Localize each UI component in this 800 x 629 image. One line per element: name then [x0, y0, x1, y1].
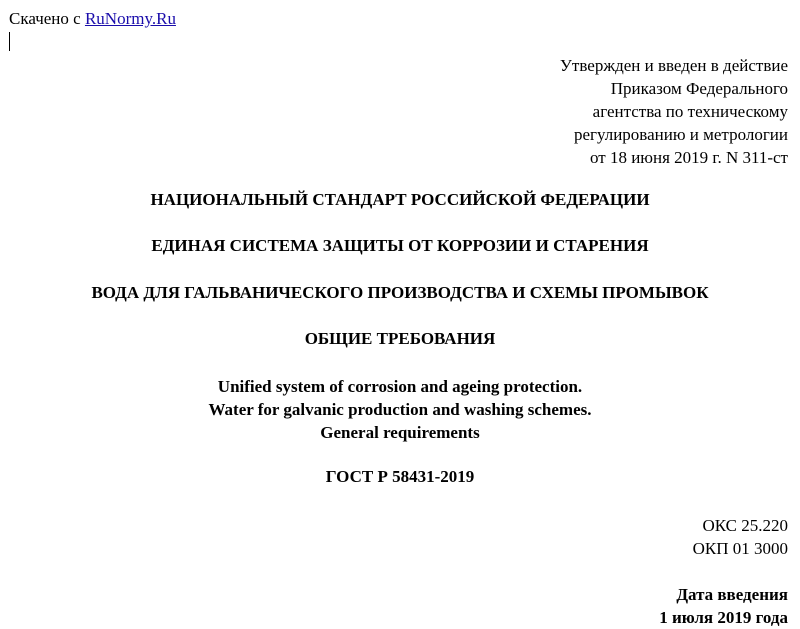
- source-line: [9, 8, 176, 30]
- text-cursor: [9, 32, 10, 51]
- approval-line: от 18 июня 2019 г. N 311-ст: [589, 148, 788, 167]
- english-title-line: Unified system of corrosion and ageing protection.: [217, 377, 583, 396]
- intro-date-label: Дата введения: [676, 585, 788, 604]
- approval-line: Приказом Федерального: [610, 79, 788, 98]
- oks-code: ОКС 25.220: [702, 516, 788, 535]
- approval-line: Утвержден и введен в действие: [559, 56, 788, 75]
- gost-number: ГОСТ Р 58431-2019: [325, 467, 475, 486]
- approval-line: агентства по техническому: [592, 102, 788, 121]
- document-subtitle: ОБЩИЕ ТРЕБОВАНИЯ: [304, 329, 496, 348]
- national-standard-heading: НАЦИОНАЛЬНЫЙ СТАНДАРТ РОССИЙСКОЙ ФЕДЕРАЦИИ: [150, 190, 650, 209]
- intro-date-value: 1 июля 2019 года: [659, 608, 788, 627]
- classification-codes: [693, 514, 788, 560]
- document-title: ВОДА ДЛЯ ГАЛЬВАНИЧЕСКОГО ПРОИЗВОДСТВА И СХЕМЫ ПРОМЫВОК: [91, 283, 709, 302]
- source-prefix: Скачено с: [9, 9, 81, 28]
- intro-date-block: [659, 583, 788, 629]
- approval-block: [560, 54, 788, 169]
- english-title-line: Water for galvanic production and washing schemes.: [208, 400, 592, 419]
- system-heading: ЕДИНАЯ СИСТЕМА ЗАЩИТЫ ОТ КОРРОЗИИ И СТАРЕНИЯ: [151, 236, 649, 255]
- english-title-line: General requirements: [320, 423, 480, 442]
- source-link[interactable]: RuNormy.Ru: [84, 9, 176, 28]
- approval-line: регулированию и метрологии: [573, 125, 788, 144]
- okp-code: ОКП 01 3000: [692, 539, 788, 558]
- english-title: [0, 375, 800, 444]
